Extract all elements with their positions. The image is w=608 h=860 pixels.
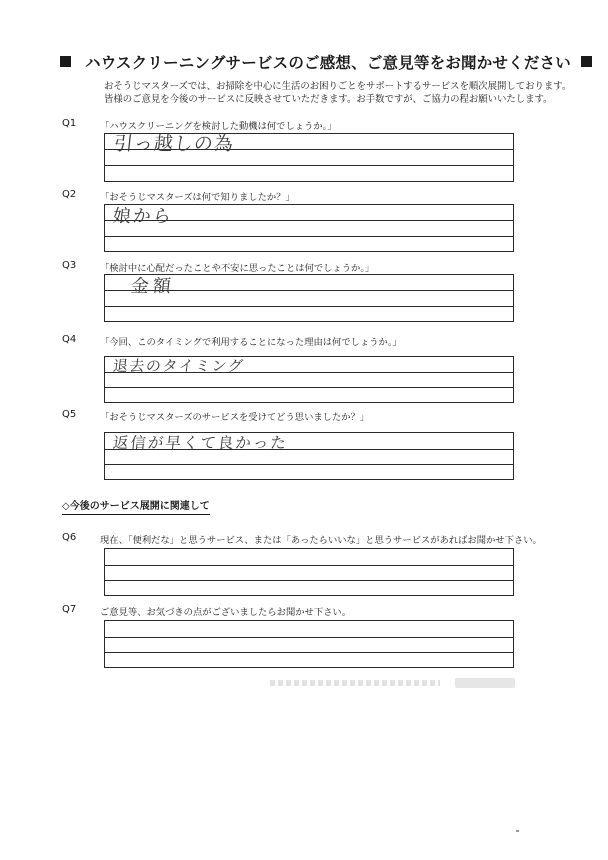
handwritten-answer: 引っ越しの為 <box>112 133 236 155</box>
answer-box-q7[interactable] <box>104 620 514 668</box>
title-square-icon <box>581 56 592 67</box>
question-text: 「ハウスクリーニングを検討した動機は何でしょうか。」 <box>100 121 337 132</box>
section-underline <box>62 514 210 515</box>
answer-box-q6[interactable] <box>104 548 514 596</box>
answer-rule <box>105 637 513 638</box>
section-heading-text: ◇今後のサービス展開に関連して <box>62 501 210 512</box>
answer-rule <box>105 652 513 653</box>
question-text: 「検討中に心配だったことや不安に思ったことは何でしょうか。」 <box>100 263 375 274</box>
question-number: Q3 <box>62 260 77 271</box>
handwritten-answer: 金額 <box>129 276 176 297</box>
handwritten-answer: 娘から <box>111 206 174 227</box>
question-number: Q5 <box>62 409 77 420</box>
answer-rule <box>105 165 513 166</box>
answer-rule <box>105 387 513 388</box>
handwritten-answer: 返信が早くて良かった <box>111 434 289 452</box>
question-text: 「今回、このタイミングで利用することになった理由は何でしょうか。」 <box>100 337 402 348</box>
question-text: ご意見等、お気づきの点がございましたらお聞かせ下さい。 <box>100 607 352 618</box>
title-text: ハウスクリーニングサービスのご感想、ご意見等をお聞かせください <box>85 54 571 72</box>
answer-rule <box>105 580 513 581</box>
handwritten-answer: 退去のタイミング <box>112 357 246 375</box>
intro-line: おそうじマスターズでは、お掃除を中心に生活のお困りごとをサポートするサービスを順次展開しております。 <box>104 81 572 92</box>
intro-text <box>104 80 572 106</box>
answer-rule <box>105 565 513 566</box>
page-title <box>60 51 571 72</box>
answer-rule <box>105 236 513 237</box>
title-square-icon <box>60 56 71 67</box>
question-number: Q7 <box>62 604 77 615</box>
scan-speck <box>516 830 519 832</box>
answer-rule <box>105 306 513 307</box>
intro-line: 皆様のご意見を今後のサービスに反映させていただきます。お手数ですが、ご協力の程お願いいたします。 <box>104 94 553 105</box>
question-number: Q1 <box>62 118 77 129</box>
question-number: Q4 <box>62 334 77 345</box>
answer-rule <box>105 464 513 465</box>
section-heading <box>62 497 210 512</box>
question-number: Q2 <box>62 189 77 200</box>
question-text: 「おそうじマスターズのサービスを受けてどう思いましたか？」 <box>100 412 370 423</box>
question-text: 現在、「便利だな」と思うサービス、または「あったらいいな」と思うサービスがあればお聞かせ下さい。 <box>100 535 542 546</box>
faint-footer-logo <box>455 678 515 688</box>
question-text: 「おそうじマスターズは何で知りましたか？」 <box>100 192 295 203</box>
faint-footer-text <box>270 680 440 686</box>
question-number: Q6 <box>62 532 77 543</box>
